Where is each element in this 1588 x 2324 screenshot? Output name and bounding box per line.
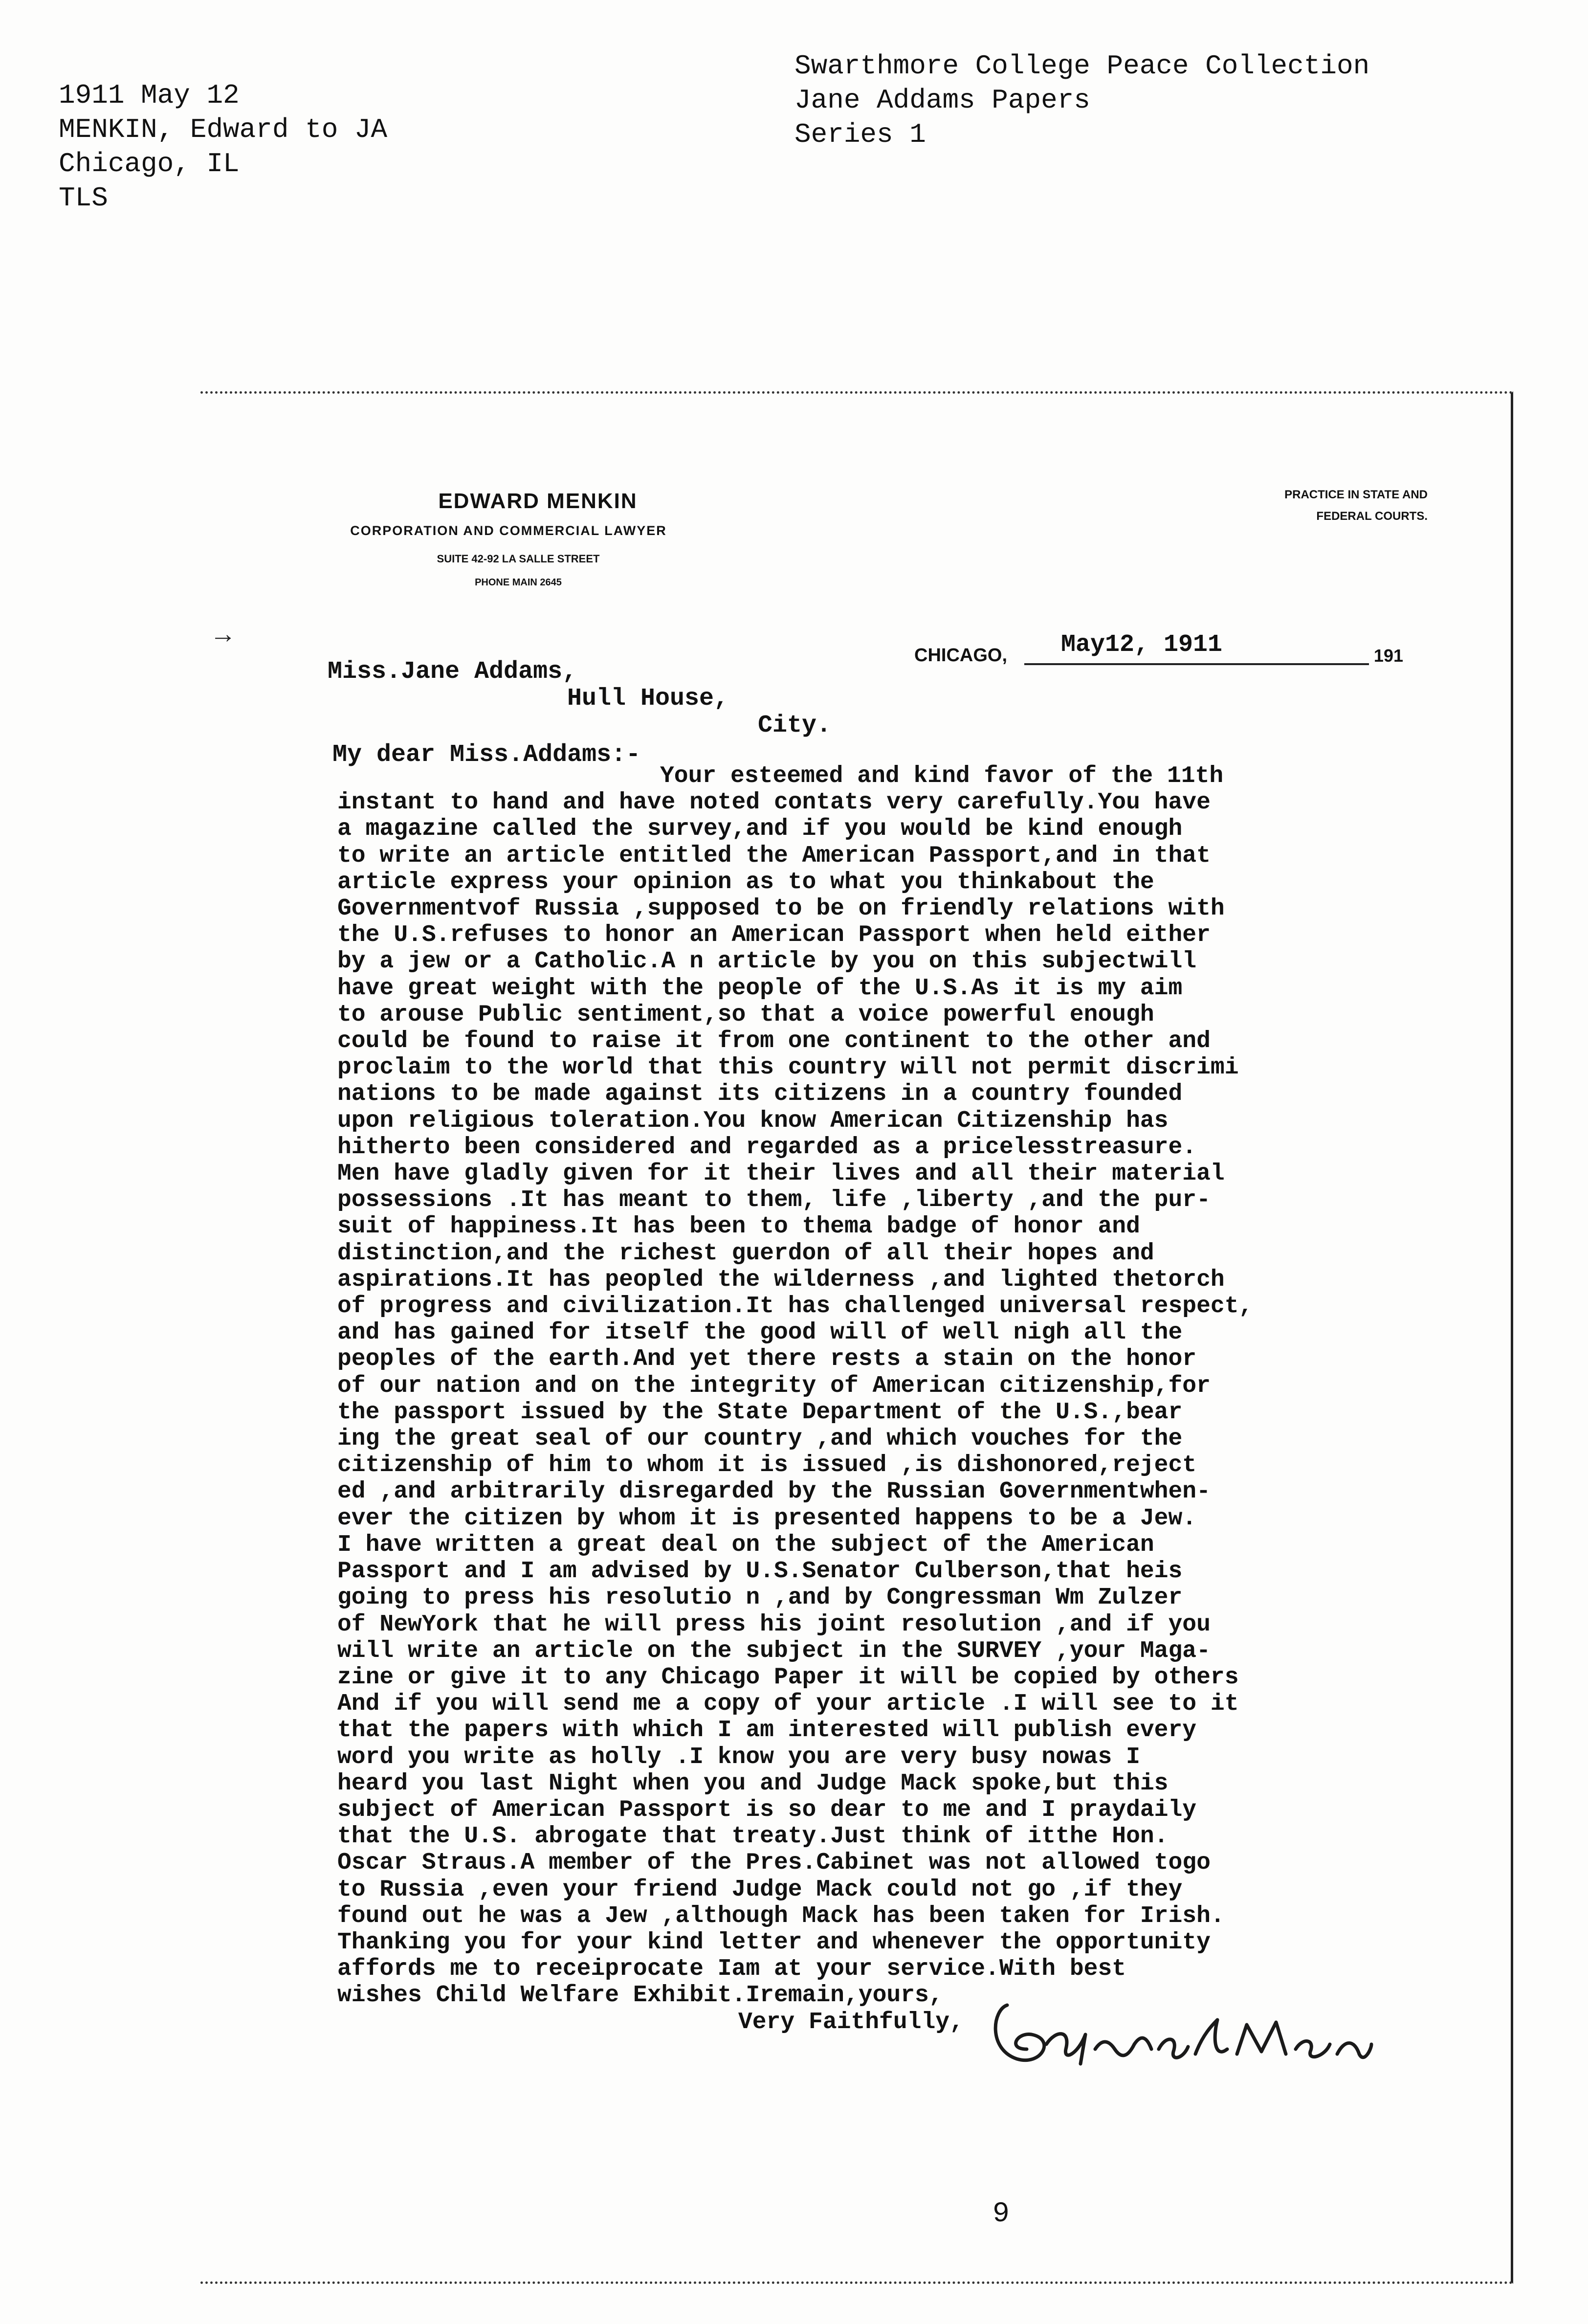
letter-line: hitherto been considered and regarded as a pricelesstreasure. <box>337 1134 1197 1161</box>
letter-line: Passport and I am advised by U.S.Senator Culberson,that heis <box>337 1558 1183 1585</box>
letter-line: citizenship of him to whom it is issued ,is dishonored,reject <box>337 1452 1197 1479</box>
archive-series: Series 1 <box>794 119 926 150</box>
letter-body <box>337 763 1413 2035</box>
letter-line: peoples of the earth.And yet there rests a stain on the honor <box>337 1346 1197 1373</box>
dateline-city: CHICAGO, <box>914 645 1007 666</box>
letter-line: article express your opinion as to what you thinkabout the <box>337 869 1154 895</box>
letter-line: ever the citizen by whom it is presented happens to be a Jew. <box>337 1505 1197 1532</box>
letter-line: to Russia ,even your friend Judge Mack could not go ,if they <box>337 1876 1183 1903</box>
letter-line: distinction,and the richest guerdon of all their hopes and <box>337 1240 1154 1267</box>
letter-line: zine or give it to any Chicago Paper it will be copied by others <box>337 1664 1239 1691</box>
archive-place: Chicago, IL <box>59 148 240 179</box>
archive-metadata-left <box>59 78 387 215</box>
letter-line: aspirations.It has peopled the wilderness ,and lighted thetorch <box>337 1266 1225 1293</box>
letter-line: Oscar Straus.A member of the Pres.Cabinet was not allowed togo <box>337 1850 1211 1877</box>
dateline-date: May12, 1911 <box>1061 631 1223 659</box>
archive-date: 1911 May 12 <box>59 80 240 111</box>
letterhead-practice <box>1134 484 1428 527</box>
letter-line: Thanking you for your kind letter and whenever the opportunity <box>337 1929 1211 1956</box>
closing: Very Faithfully, <box>738 2009 964 2035</box>
letter-line: that the papers with which I am interested will publish every <box>337 1717 1197 1744</box>
letter-line: of NewYork that he will press his joint resolution ,and if you <box>337 1611 1211 1638</box>
letter-line: heard you last Night when you and Judge Mack spoke,but this <box>337 1770 1169 1797</box>
letterhead-practice-line: PRACTICE IN STATE AND <box>1284 488 1428 501</box>
letter-line: found out he was a Jew ,although Mack has been taken for Irish. <box>337 1902 1225 1929</box>
archive-metadata-right <box>794 49 1369 152</box>
letter-line: Men have gladly given for it their lives and all their material <box>337 1161 1225 1187</box>
letter-line: of our nation and on the integrity of American citizenship,for <box>337 1372 1211 1399</box>
letter-line: nations to be made against its citizens in a country founded <box>337 1081 1183 1108</box>
margin-arrow-icon: → <box>215 621 231 651</box>
letter-line: and has gained for itself the good will of well nigh all the <box>337 1319 1183 1346</box>
letterhead-name: EDWARD MENKIN <box>438 489 638 513</box>
address-street: Hull House, <box>567 685 729 713</box>
letter-line: will write an article on the subject in the SURVEY ,your Maga- <box>337 1637 1211 1664</box>
letter-line: have great weight with the people of the U.S.As it is my aim <box>337 975 1183 1002</box>
dateline-year-suffix: 191 <box>1373 646 1403 666</box>
dateline-rule <box>1024 663 1369 665</box>
letterhead-suite: SUITE 42-92 LA SALLE STREET <box>437 553 600 565</box>
letter-line: subject of American Passport is so dear to me and I praydaily <box>337 1796 1197 1823</box>
letter-line: possessions .It has meant to them, life ,liberty ,and the pur- <box>337 1187 1211 1214</box>
letter-line: suit of happiness.It has been to thema badge of honor and <box>337 1213 1140 1240</box>
letter-line: by a jew or a Catholic.A n article by you on this subjectwill <box>337 948 1197 975</box>
letter-line: ing the great seal of our country ,and which vouches for the <box>337 1426 1183 1452</box>
letter-line: I have written a great deal on the subject of the American <box>337 1531 1154 1558</box>
letterhead-phone: PHONE MAIN 2645 <box>475 577 562 588</box>
letter-line: that the U.S. abrogate that treaty.Just think of itthe Hon. <box>337 1823 1169 1850</box>
letter-line: the U.S.refuses to honor an American Passport when held either <box>337 922 1211 949</box>
letter-line: going to press his resolutio n ,and by Congressman Wm Zulzer <box>337 1585 1183 1611</box>
archive-papers: Jane Addams Papers <box>794 85 1090 116</box>
letter-line: a magazine called the survey,and if you would be kind enough <box>337 816 1183 843</box>
letter-line: to write an article entitled the American Passport,and in that <box>337 842 1211 869</box>
address-city: City. <box>758 712 832 739</box>
letterhead-title: CORPORATION AND COMMERCIAL LAWYER <box>350 523 667 538</box>
letter-line: affords me to receiprocate Iam at your service.With best <box>337 1956 1126 1983</box>
letter-line: upon religious toleration.You know American Citizenship has <box>337 1107 1169 1134</box>
letter-line: ed ,and arbitrarily disregarded by the Russian Governmentwhen- <box>337 1478 1211 1505</box>
archive-collection: Swarthmore College Peace Collection <box>794 50 1370 82</box>
letter-line: could be found to raise it from one continent to the other and <box>337 1028 1211 1055</box>
letter-line: to arouse Public sentiment,so that a voice powerful enough <box>337 1001 1154 1028</box>
dateline <box>914 631 1403 670</box>
letter-line: the passport issued by the State Department of the U.S.,bear <box>337 1399 1183 1426</box>
letter-line: of progress and civilization.It has challenged universal respect, <box>337 1293 1253 1320</box>
address-recipient: Miss.Jane Addams, <box>328 658 577 686</box>
letter-line: And if you will send me a copy of your article .I will see to it <box>337 1691 1239 1718</box>
letter-line: proclaim to the world that this country will not permit discrimi <box>337 1054 1239 1081</box>
letterhead-practice-line: FEDERAL COURTS. <box>1316 510 1428 523</box>
letter-line: word you write as holly .I know you are very busy nowas I <box>337 1743 1140 1770</box>
letter-line: instant to hand and have noted contats very carefully.You have <box>337 789 1211 816</box>
archive-correspondents: MENKIN, Edward to JA <box>59 114 388 145</box>
page-mark: 9 <box>992 2198 1010 2230</box>
signature-image <box>973 1976 1374 2088</box>
letter-line: Governmentvof Russia ,supposed to be on friendly relations with <box>337 895 1225 922</box>
letter-line: Your esteemed and kind favor of the 11th <box>660 763 1224 789</box>
archive-doc-type: TLS <box>59 182 108 214</box>
salutation: My dear Miss.Addams:- <box>332 741 641 769</box>
letter-line: wishes Child Welfare Exhibit.Iremain,yours, <box>337 1982 943 2009</box>
